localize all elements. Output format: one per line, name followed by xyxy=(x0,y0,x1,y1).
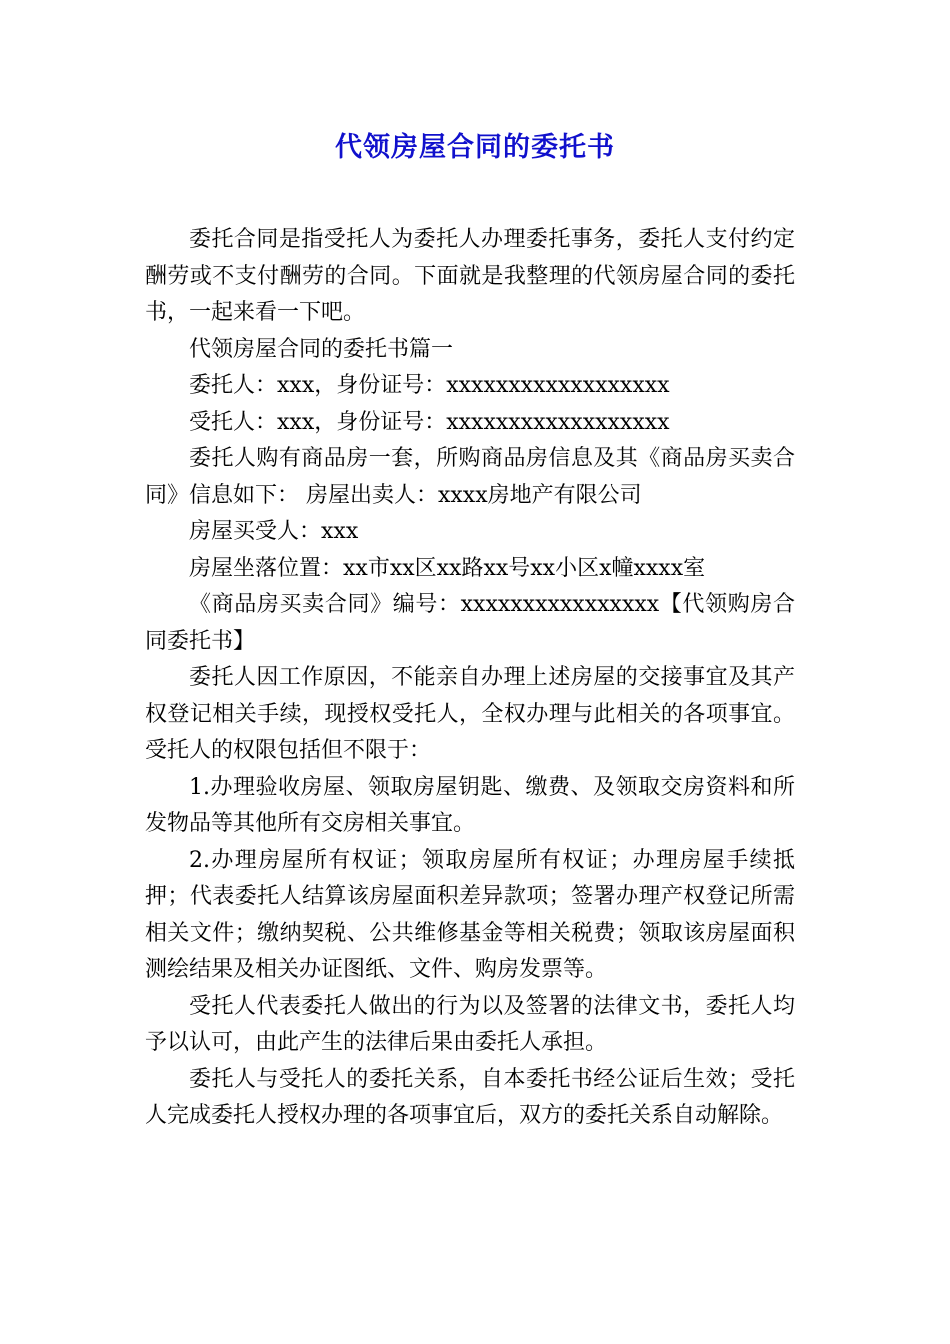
liability-paragraph: 受托人代表委托人做出的行为以及签署的法律文书，委托人均予以认可，由此产生的法律后果由委托人承担。 xyxy=(145,993,795,1055)
buyer-line: 房屋买受人：xxx xyxy=(189,519,359,544)
agent-line: 受托人：xxx，身份证号：xxxxxxxxxxxxxxxxxx xyxy=(189,409,670,435)
scope-item-1: 1.办理验收房屋、领取房屋钥匙、缴费、及领取交房资料和所发物品等其他所有交房相关事宜。 xyxy=(145,774,795,836)
location-line: 房屋坐落位置：xx市xx区xx路xx号xx小区x幢xxxx室 xyxy=(189,555,706,581)
principal-line: 委托人：xxx，身份证号：xxxxxxxxxxxxxxxxxx xyxy=(189,373,670,398)
effectiveness-paragraph: 委托人与受托人的委托关系，自本委托书经公证后生效；受托人完成委托人授权办理的各项事宜后，双方的委托关系自动解除。 xyxy=(145,1066,795,1128)
document-title: 代领房屋合同的委托书 xyxy=(335,132,615,163)
document-body xyxy=(145,222,795,1135)
property-info-paragraph: 委托人购有商品房一套，所购商品房信息及其《商品房买卖合同》信息如下： 房屋出卖人：xxxx房地产有限公司 xyxy=(145,446,795,508)
scope-item-2: 2.办理房屋所有权证；领取房屋所有权证；办理房屋手续抵押；代表委托人结算该房屋面积差异款项；签署办理产权登记所需相关文件；缴纳契税、公共维修基金等相关税费；领取该房屋面积测绘结果及相关办证图纸、文件、购房发票等。 xyxy=(145,847,795,982)
section-heading: 代领房屋合同的委托书篇一 xyxy=(189,336,454,362)
contract-number-line: 《商品房买卖合同》编号：xxxxxxxxxxxxxxxx【代领购房合同委托书】 xyxy=(145,592,795,654)
authorization-paragraph: 委托人因工作原因，不能亲自办理上述房屋的交接事宜及其产权登记相关手续，现授权受托人，全权办理与此相关的各项事宜。受托人的权限包括但不限于： xyxy=(145,665,795,763)
intro-paragraph: 委托合同是指受托人为委托人办理委托事务，委托人支付约定酬劳或不支付酬劳的合同。下面就是我整理的代领房屋合同的委托书，一起来看一下吧。 xyxy=(145,227,795,325)
